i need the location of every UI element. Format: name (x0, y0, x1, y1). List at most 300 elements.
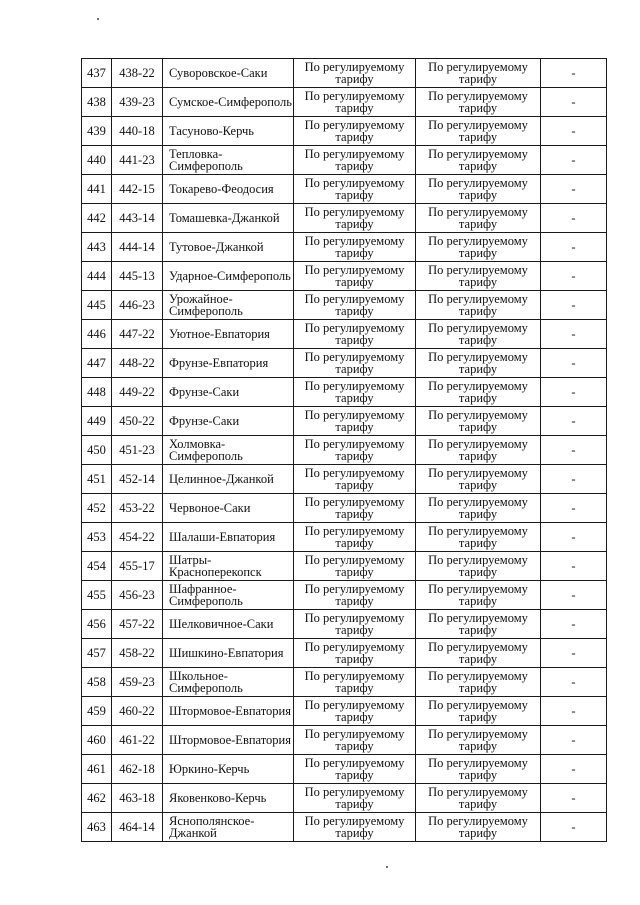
route-name-text: Тепловка-Симферополь (169, 146, 243, 173)
empty-value-cell (541, 784, 607, 813)
tariff-type-cell (416, 262, 541, 291)
tariff-type-cell (416, 233, 541, 262)
tariff-type-text: По регулируемому тарифу (428, 639, 528, 666)
tariff-type-cell (416, 523, 541, 552)
route-name-text: Шишкино-Евпатория (169, 645, 284, 660)
table-row (82, 523, 607, 552)
tariff-type-cell (294, 755, 416, 784)
route-code-text: 441-23 (119, 152, 155, 167)
table-row (82, 784, 607, 813)
row-number-cell (82, 465, 112, 494)
tariff-type-text: По регулируемому тарифу (304, 552, 405, 579)
empty-value-text: - (571, 674, 576, 689)
tariff-type-text: По регулируемому тарифу (304, 262, 405, 289)
route-name-cell (163, 523, 294, 552)
table-row (82, 146, 607, 175)
row-number-cell (82, 320, 112, 349)
route-name-text: Юркино-Керчь (169, 761, 250, 776)
route-name-cell (163, 494, 294, 523)
tariff-type-text: По регулируемому тарифу (428, 204, 528, 231)
tariff-type-cell (294, 175, 416, 204)
empty-value-cell (541, 726, 607, 755)
empty-value-text: - (571, 94, 576, 109)
empty-value-cell (541, 813, 607, 842)
route-name-cell (163, 755, 294, 784)
route-code-cell (112, 697, 163, 726)
tariff-type-text: По регулируемому тарифу (428, 233, 528, 260)
route-code-cell (112, 436, 163, 465)
empty-value-text: - (571, 123, 576, 138)
route-name-cell (163, 813, 294, 842)
table-row (82, 204, 607, 233)
route-name-text: Штормовое-Евпатория (169, 732, 291, 747)
row-number-text: 453 (87, 529, 106, 544)
table-row (82, 610, 607, 639)
tariff-type-cell (294, 59, 416, 88)
empty-value-cell (541, 291, 607, 320)
tariff-type-cell (294, 784, 416, 813)
tariff-type-text: По регулируемому тарифу (428, 552, 528, 579)
route-name-cell (163, 349, 294, 378)
route-name-text: Шелковичное-Саки (169, 616, 274, 631)
tariff-type-text: По регулируемому тарифу (304, 581, 405, 608)
route-name-cell (163, 581, 294, 610)
route-code-cell (112, 146, 163, 175)
tariff-type-cell (294, 291, 416, 320)
route-code-cell (112, 88, 163, 117)
routes-table-body (82, 59, 607, 842)
empty-value-cell (541, 233, 607, 262)
row-number-text: 459 (87, 703, 106, 718)
empty-value-text: - (571, 152, 576, 167)
tariff-type-cell (294, 610, 416, 639)
route-code-text: 442-15 (119, 181, 155, 196)
tariff-type-text: По регулируемому тарифу (304, 755, 405, 782)
empty-value-cell (541, 175, 607, 204)
tariff-type-cell (416, 88, 541, 117)
route-name-text: Токарево-Феодосия (169, 181, 274, 196)
table-row (82, 465, 607, 494)
route-name-cell (163, 88, 294, 117)
table-row (82, 668, 607, 697)
row-number-cell (82, 494, 112, 523)
row-number-text: 447 (87, 355, 106, 370)
route-code-cell (112, 175, 163, 204)
tariff-type-cell (416, 320, 541, 349)
tariff-type-cell (294, 320, 416, 349)
tariff-type-text: По регулируемому тарифу (304, 320, 405, 347)
row-number-text: 442 (87, 210, 106, 225)
table-row (82, 175, 607, 204)
row-number-cell (82, 88, 112, 117)
tariff-type-text: По регулируемому тарифу (428, 117, 528, 144)
route-name-text: Шалаши-Евпатория (169, 529, 276, 544)
route-name-cell (163, 668, 294, 697)
row-number-cell (82, 349, 112, 378)
row-number-cell (82, 262, 112, 291)
route-code-cell (112, 523, 163, 552)
tariff-type-cell (294, 465, 416, 494)
tariff-type-text: По регулируемому тарифу (304, 349, 405, 376)
row-number-cell (82, 668, 112, 697)
empty-value-text: - (571, 297, 576, 312)
route-name-text: Суворовское-Саки (169, 65, 268, 80)
route-code-cell (112, 349, 163, 378)
route-code-cell (112, 262, 163, 291)
table-row (82, 117, 607, 146)
empty-value-text: - (571, 703, 576, 718)
row-number-cell (82, 813, 112, 842)
tariff-type-cell (294, 726, 416, 755)
route-code-cell (112, 639, 163, 668)
route-name-text: Сумское-Симферополь (169, 94, 292, 109)
tariff-type-cell (416, 349, 541, 378)
tariff-type-cell (294, 378, 416, 407)
empty-value-cell (541, 465, 607, 494)
route-name-cell (163, 59, 294, 88)
route-name-cell (163, 320, 294, 349)
table-row (82, 726, 607, 755)
tariff-type-cell (416, 668, 541, 697)
empty-value-text: - (571, 616, 576, 631)
empty-value-text: - (571, 181, 576, 196)
tariff-type-text: По регулируемому тарифу (304, 117, 405, 144)
table-row (82, 262, 607, 291)
empty-value-text: - (571, 558, 576, 573)
tariff-type-cell (416, 494, 541, 523)
route-name-cell (163, 639, 294, 668)
route-code-cell (112, 320, 163, 349)
table-row (82, 697, 607, 726)
route-name-cell (163, 291, 294, 320)
route-code-cell (112, 494, 163, 523)
routes-table (81, 58, 607, 842)
row-number-text: 444 (87, 268, 106, 283)
route-name-cell (163, 465, 294, 494)
empty-value-cell (541, 349, 607, 378)
table-row (82, 494, 607, 523)
row-number-cell (82, 407, 112, 436)
empty-value-text: - (571, 210, 576, 225)
row-number-text: 455 (87, 587, 106, 602)
empty-value-cell (541, 436, 607, 465)
empty-value-cell (541, 668, 607, 697)
tariff-type-text: По регулируемому тарифу (428, 465, 528, 492)
tariff-type-cell (294, 88, 416, 117)
tariff-type-cell (294, 494, 416, 523)
tariff-type-cell (416, 465, 541, 494)
empty-value-cell (541, 407, 607, 436)
tariff-type-cell (416, 726, 541, 755)
table-row (82, 813, 607, 842)
tariff-type-text: По регулируемому тарифу (304, 668, 405, 695)
tariff-type-text: По регулируемому тарифу (304, 59, 405, 86)
tariff-type-text: По регулируемому тарифу (304, 378, 405, 405)
row-number-cell (82, 755, 112, 784)
empty-value-text: - (571, 732, 576, 747)
tariff-type-cell (416, 436, 541, 465)
route-code-text: 454-22 (119, 529, 155, 544)
empty-value-cell (541, 697, 607, 726)
route-code-text: 461-22 (119, 732, 155, 747)
row-number-cell (82, 378, 112, 407)
tariff-type-text: По регулируемому тарифу (428, 349, 528, 376)
route-name-text: Тутовое-Джанкой (169, 239, 264, 254)
empty-value-cell (541, 494, 607, 523)
row-number-text: 462 (87, 790, 106, 805)
tariff-type-text: По регулируемому тарифу (428, 726, 528, 753)
route-code-cell (112, 813, 163, 842)
tariff-type-text: По регулируемому тарифу (304, 291, 405, 318)
row-number-cell (82, 552, 112, 581)
empty-value-cell (541, 262, 607, 291)
tariff-type-cell (416, 146, 541, 175)
empty-value-cell (541, 320, 607, 349)
row-number-cell (82, 697, 112, 726)
tariff-type-cell (294, 668, 416, 697)
tariff-type-cell (294, 523, 416, 552)
tariff-type-cell (416, 378, 541, 407)
tariff-type-text: По регулируемому тарифу (304, 436, 405, 463)
tariff-type-cell (294, 262, 416, 291)
tariff-type-text: По регулируемому тарифу (428, 378, 528, 405)
route-code-text: 456-23 (119, 587, 155, 602)
route-code-cell (112, 378, 163, 407)
route-code-text: 446-23 (119, 297, 155, 312)
empty-value-text: - (571, 471, 576, 486)
route-code-cell (112, 465, 163, 494)
table-row (82, 639, 607, 668)
route-name-text: Тасуново-Керчь (169, 123, 255, 138)
row-number-text: 443 (87, 239, 106, 254)
tariff-type-cell (294, 117, 416, 146)
route-code-text: 463-18 (119, 790, 155, 805)
route-name-cell (163, 697, 294, 726)
route-name-text: Фрунзе-Саки (169, 413, 240, 428)
tariff-type-text: По регулируемому тарифу (428, 291, 528, 318)
tariff-type-text: По регулируемому тарифу (428, 320, 528, 347)
row-number-text: 438 (87, 94, 106, 109)
tariff-type-cell (294, 552, 416, 581)
tariff-type-text: По регулируемому тарифу (304, 465, 405, 492)
tariff-type-cell (416, 581, 541, 610)
route-code-text: 453-22 (119, 500, 155, 515)
tariff-type-cell (416, 610, 541, 639)
table-row (82, 581, 607, 610)
row-number-text: 458 (87, 674, 106, 689)
table-row (82, 233, 607, 262)
route-code-text: 451-23 (119, 442, 155, 457)
tariff-type-text: По регулируемому тарифу (428, 262, 528, 289)
route-code-cell (112, 581, 163, 610)
tariff-type-cell (294, 581, 416, 610)
tariff-type-text: По регулируемому тарифу (428, 175, 528, 202)
route-name-cell (163, 378, 294, 407)
tariff-type-cell (416, 59, 541, 88)
tariff-type-cell (416, 291, 541, 320)
tariff-type-cell (294, 233, 416, 262)
row-number-cell (82, 581, 112, 610)
row-number-cell (82, 436, 112, 465)
row-number-cell (82, 639, 112, 668)
route-code-text: 457-22 (119, 616, 155, 631)
tariff-type-cell (416, 697, 541, 726)
row-number-cell (82, 59, 112, 88)
tariff-type-text: По регулируемому тарифу (304, 233, 405, 260)
tariff-type-text: По регулируемому тарифу (304, 175, 405, 202)
empty-value-text: - (571, 587, 576, 602)
table-row (82, 552, 607, 581)
route-code-text: 464-14 (119, 819, 155, 834)
scan-speck (97, 18, 99, 20)
empty-value-cell (541, 755, 607, 784)
tariff-type-text: По регулируемому тарифу (428, 813, 528, 840)
tariff-type-text: По регулируемому тарифу (304, 523, 405, 550)
tariff-type-text: По регулируемому тарифу (428, 610, 528, 637)
route-name-cell (163, 233, 294, 262)
row-number-text: 454 (87, 558, 106, 573)
route-code-text: 444-14 (119, 239, 155, 254)
tariff-type-text: По регулируемому тарифу (304, 146, 405, 173)
row-number-text: 450 (87, 442, 106, 457)
tariff-type-text: По регулируемому тарифу (304, 726, 405, 753)
tariff-type-text: По регулируемому тарифу (428, 407, 528, 434)
empty-value-cell (541, 378, 607, 407)
empty-value-cell (541, 639, 607, 668)
tariff-type-cell (294, 436, 416, 465)
table-row (82, 59, 607, 88)
empty-value-cell (541, 204, 607, 233)
route-name-text: Шафранное-Симферополь (169, 581, 243, 608)
tariff-type-text: По регулируемому тарифу (428, 697, 528, 724)
empty-value-text: - (571, 529, 576, 544)
route-code-text: 458-22 (119, 645, 155, 660)
route-name-text: Фрунзе-Евпатория (169, 355, 269, 370)
route-name-cell (163, 552, 294, 581)
empty-value-text: - (571, 65, 576, 80)
route-name-cell (163, 407, 294, 436)
table-row (82, 291, 607, 320)
row-number-cell (82, 117, 112, 146)
tariff-type-text: По регулируемому тарифу (304, 610, 405, 637)
empty-value-cell (541, 117, 607, 146)
route-code-text: 460-22 (119, 703, 155, 718)
tariff-type-text: По регулируемому тарифу (304, 639, 405, 666)
table-row (82, 407, 607, 436)
row-number-text: 437 (87, 65, 106, 80)
route-code-text: 439-23 (119, 94, 155, 109)
route-code-text: 438-22 (119, 65, 155, 80)
route-code-cell (112, 59, 163, 88)
tariff-type-cell (416, 813, 541, 842)
row-number-text: 439 (87, 123, 106, 138)
tariff-type-cell (294, 639, 416, 668)
row-number-cell (82, 784, 112, 813)
route-code-cell (112, 204, 163, 233)
row-number-cell (82, 146, 112, 175)
row-number-text: 441 (87, 181, 106, 196)
tariff-type-cell (416, 204, 541, 233)
table-row (82, 320, 607, 349)
route-name-cell (163, 726, 294, 755)
route-name-text: Шатры-Красноперекопск (169, 552, 262, 579)
tariff-type-text: По регулируемому тарифу (428, 668, 528, 695)
tariff-type-text: По регулируемому тарифу (304, 697, 405, 724)
empty-value-cell (541, 146, 607, 175)
route-name-cell (163, 784, 294, 813)
empty-value-cell (541, 552, 607, 581)
tariff-type-text: По регулируемому тарифу (428, 88, 528, 115)
route-name-text: Штормовое-Евпатория (169, 703, 291, 718)
empty-value-text: - (571, 413, 576, 428)
empty-value-cell (541, 581, 607, 610)
tariff-type-cell (416, 784, 541, 813)
row-number-cell (82, 233, 112, 262)
tariff-type-cell (416, 117, 541, 146)
tariff-type-cell (294, 146, 416, 175)
route-code-cell (112, 610, 163, 639)
table-row (82, 378, 607, 407)
route-name-cell (163, 204, 294, 233)
route-name-cell (163, 610, 294, 639)
route-name-text: Фрунзе-Саки (169, 384, 240, 399)
empty-value-text: - (571, 384, 576, 399)
tariff-type-cell (294, 349, 416, 378)
tariff-type-text: По регулируемому тарифу (428, 784, 528, 811)
route-name-cell (163, 117, 294, 146)
route-code-cell (112, 407, 163, 436)
tariff-type-text: По регулируемому тарифу (428, 523, 528, 550)
table-row (82, 755, 607, 784)
table-row (82, 88, 607, 117)
route-name-text: Холмовка-Симферополь (169, 436, 243, 463)
row-number-text: 445 (87, 297, 106, 312)
row-number-cell (82, 523, 112, 552)
tariff-type-text: По регулируемому тарифу (428, 146, 528, 173)
route-name-text: Томашевка-Джанкой (169, 210, 280, 225)
route-code-text: 447-22 (119, 326, 155, 341)
route-code-text: 459-23 (119, 674, 155, 689)
route-code-cell (112, 726, 163, 755)
tariff-type-text: По регулируемому тарифу (304, 784, 405, 811)
row-number-text: 446 (87, 326, 106, 341)
empty-value-text: - (571, 819, 576, 834)
route-name-cell (163, 146, 294, 175)
empty-value-text: - (571, 500, 576, 515)
tariff-type-text: По регулируемому тарифу (428, 755, 528, 782)
route-name-text: Яснополянское-Джанкой (169, 813, 255, 840)
tariff-type-text: По регулируемому тарифу (428, 494, 528, 521)
scan-speck (386, 866, 388, 868)
route-code-text: 462-18 (119, 761, 155, 776)
route-name-cell (163, 262, 294, 291)
row-number-cell (82, 610, 112, 639)
route-code-text: 445-13 (119, 268, 155, 283)
route-name-text: Целинное-Джанкой (169, 471, 274, 486)
route-code-text: 449-22 (119, 384, 155, 399)
tariff-type-cell (416, 175, 541, 204)
empty-value-text: - (571, 442, 576, 457)
route-code-cell (112, 291, 163, 320)
empty-value-text: - (571, 355, 576, 370)
route-name-cell (163, 436, 294, 465)
row-number-cell (82, 204, 112, 233)
row-number-text: 460 (87, 732, 106, 747)
route-name-cell (163, 175, 294, 204)
row-number-text: 461 (87, 761, 106, 776)
route-code-cell (112, 755, 163, 784)
tariff-type-text: По регулируемому тарифу (428, 436, 528, 463)
